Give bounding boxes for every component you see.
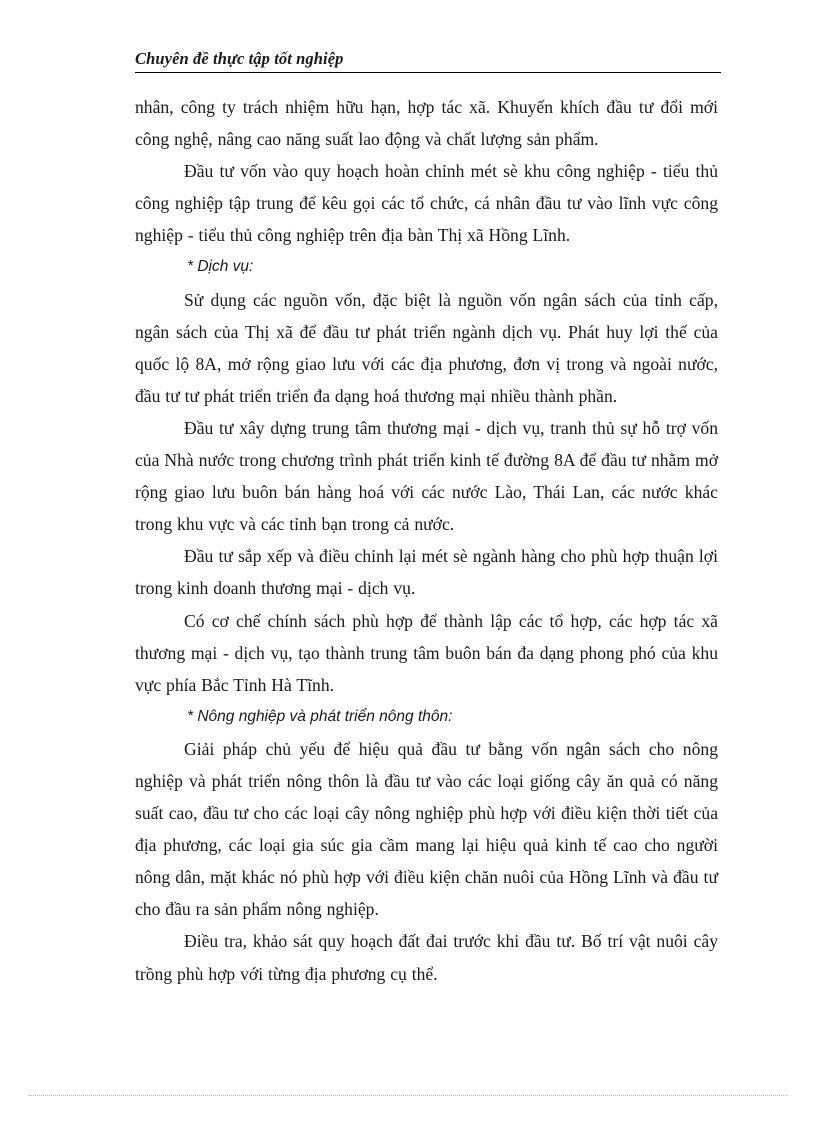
paragraph-industrial-zones: Đầu tư vốn vào quy hoạch hoàn chỉnh mét sè khu công nghiệp - tiểu thủ công nghiệp tập trung để kêu gọi các tổ chức, cá nhân đầu tư vào lĩnh vực công nghiệp - tiểu thủ công nghiệp trên địa bàn Thị xã Hồng Lĩnh. xyxy=(135,161,718,246)
header-title: Chuyên đề thực tập tốt nghiệp xyxy=(135,49,344,68)
paragraph-restructuring: Đầu tư sắp xếp và điều chỉnh lại mét sè ngành hàng cho phù hợp thuận lợi trong kinh doanh thương mại - dịch vụ. xyxy=(135,546,718,599)
paragraph-land-survey: Điều tra, khảo sát quy hoạch đất đai trước khi đầu tư. Bố trí vật nuôi cây trồng phù hợp với từng địa phương cụ thể. xyxy=(135,931,718,984)
heading-agriculture: * Nông nghiệp và phát triển nông thôn: xyxy=(187,707,453,725)
paragraph-trade-center: Đầu tư xây dựng trung tâm thương mại - dịch vụ, tranh thủ sự hỗ trợ vốn của Nhà nước trong chương trình phát triển kinh tế đường 8A để đầu tư nhằm mở rộng giao lưu buôn bán hàng hoá với các nước Lào, Thái Lan, các nước khác trong khu vực và các tỉnh bạn trong cả nước. xyxy=(135,417,718,535)
paragraph-services-funding: Sử dụng các nguồn vốn, đặc biệt là nguồn vốn ngân sách của tỉnh cấp, ngân sách của Thị xã để đầu tư phát triển ngành dịch vụ. Phát huy lợi thế của quốc lộ 8A, mở rộng giao lưu với các địa phương, đơn vị trong và ngoài nước, đầu tư tư phát triển triển đa dạng hoá thương mại nhiều thành phần. xyxy=(135,289,718,406)
paragraph-cooperatives: Có cơ chế chính sách phù hợp để thành lập các tổ hợp, các hợp tác xã thương mại - dịch vụ, tạo thành trung tâm buôn bán đa dạng phong phó của khu vực phía Bắc Tỉnh Hà Tĩnh. xyxy=(135,610,718,695)
footer-divider xyxy=(28,1095,788,1096)
document-body xyxy=(135,91,718,990)
heading-services: * Dịch vụ: xyxy=(187,258,254,276)
paragraph-continuation: nhân, công ty trách nhiệm hữu hạn, hợp tác xã. Khuyến khích đầu tư đổi mới công nghệ, nâng cao năng suất lao động và chất lượng sản phẩm. xyxy=(135,97,718,150)
paragraph-agriculture-solution: Giải pháp chủ yếu để hiệu quả đầu tư bằng vốn ngân sách cho nông nghiệp và phát triển nông thôn là đầu tư vào các loại giống cây ăn quả có năng suất cao, đầu tư cho các loại cây nông nghiệp phù hợp với điều kiện thời tiết của địa phương, các loại gia súc gia cầm mang lại hiệu quả kinh tế cao cho người nông dân, mặt khác nó phù hợp với điều kiện chăn nuôi của Hồng Lĩnh và đầu tư cho đầu ra sản phẩm nông nghiệp. xyxy=(135,738,718,920)
page-header xyxy=(135,48,721,73)
